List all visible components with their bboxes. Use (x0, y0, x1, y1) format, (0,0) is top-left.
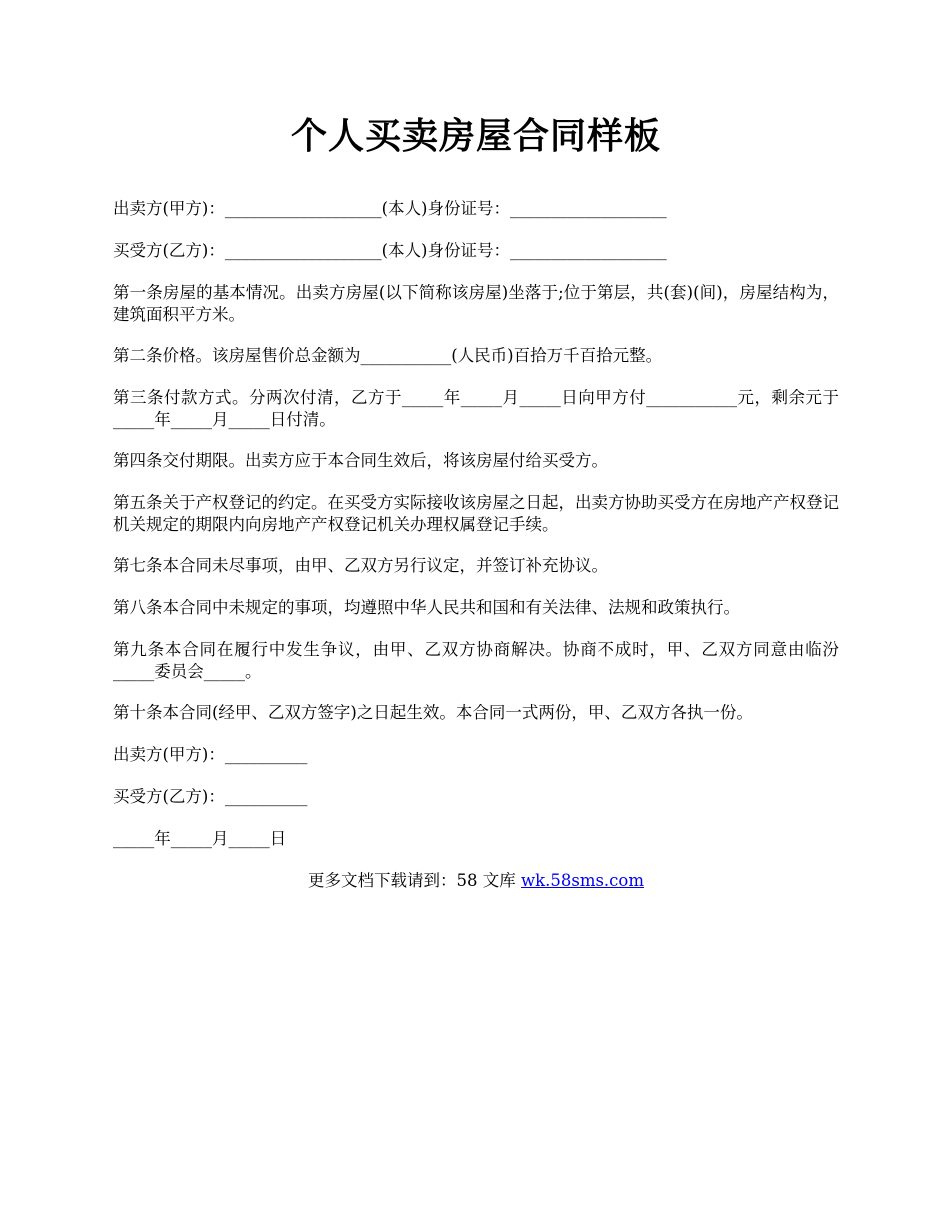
article-2: 第二条价格。该房屋售价总金额为___________(人民币)百拾万千百拾元整。 (113, 346, 663, 365)
article-3: 第三条付款方式。分两次付清，乙方于_____年_____月_____日向甲方付___________元，剩余元于_____年_____月_____日付清。 (113, 388, 839, 429)
signing-date: _____年_____月_____日 (113, 829, 287, 848)
document-title: 个人买卖房屋合同样板 (290, 115, 661, 157)
footer-link[interactable]: wk.58sms.com (520, 871, 644, 890)
article-9: 第九条本合同在履行中发生争议，由甲、乙双方协商解决。协商不成时，甲、乙双方同意由临汾_____委员会_____。 (113, 640, 839, 681)
seller-info: 出卖方(甲方)：___________________(本人)身份证号：___________________ (113, 199, 667, 218)
article-8: 第八条本合同中未规定的事项，均遵照中华人民共和国和有关法律、法规和政策执行。 (113, 598, 740, 617)
buyer-info: 买受方(乙方)：___________________(本人)身份证号：___________________ (113, 241, 667, 260)
article-7: 第七条本合同未尽事项，由甲、乙双方另行议定，并签订补充协议。 (113, 556, 608, 575)
article-4: 第四条交付期限。出卖方应于本合同生效后，将该房屋付给买受方。 (113, 451, 608, 470)
article-5: 第五条关于产权登记的约定。在买受方实际接收该房屋之日起，出卖方协助买受方在房地产产权登记机关规定的期限内向房地产产权登记机关办理权属登记手续。 (113, 493, 839, 534)
seller-signature: 出卖方(甲方)：__________ (113, 745, 308, 764)
download-footer (113, 870, 839, 892)
footer-text: 更多文档下载请到：58 文库 (307, 871, 521, 890)
buyer-signature: 买受方(乙方)：__________ (113, 787, 308, 806)
document-page (113, 112, 839, 892)
article-10: 第十条本合同(经甲、乙双方签字)之日起生效。本合同一式两份，甲、乙双方各执一份。 (113, 703, 753, 722)
article-1: 第一条房屋的基本情况。出卖方房屋(以下简称该房屋)坐落于;位于第层，共(套)(间)，房屋结构为，建筑面积平方米。 (113, 283, 839, 324)
